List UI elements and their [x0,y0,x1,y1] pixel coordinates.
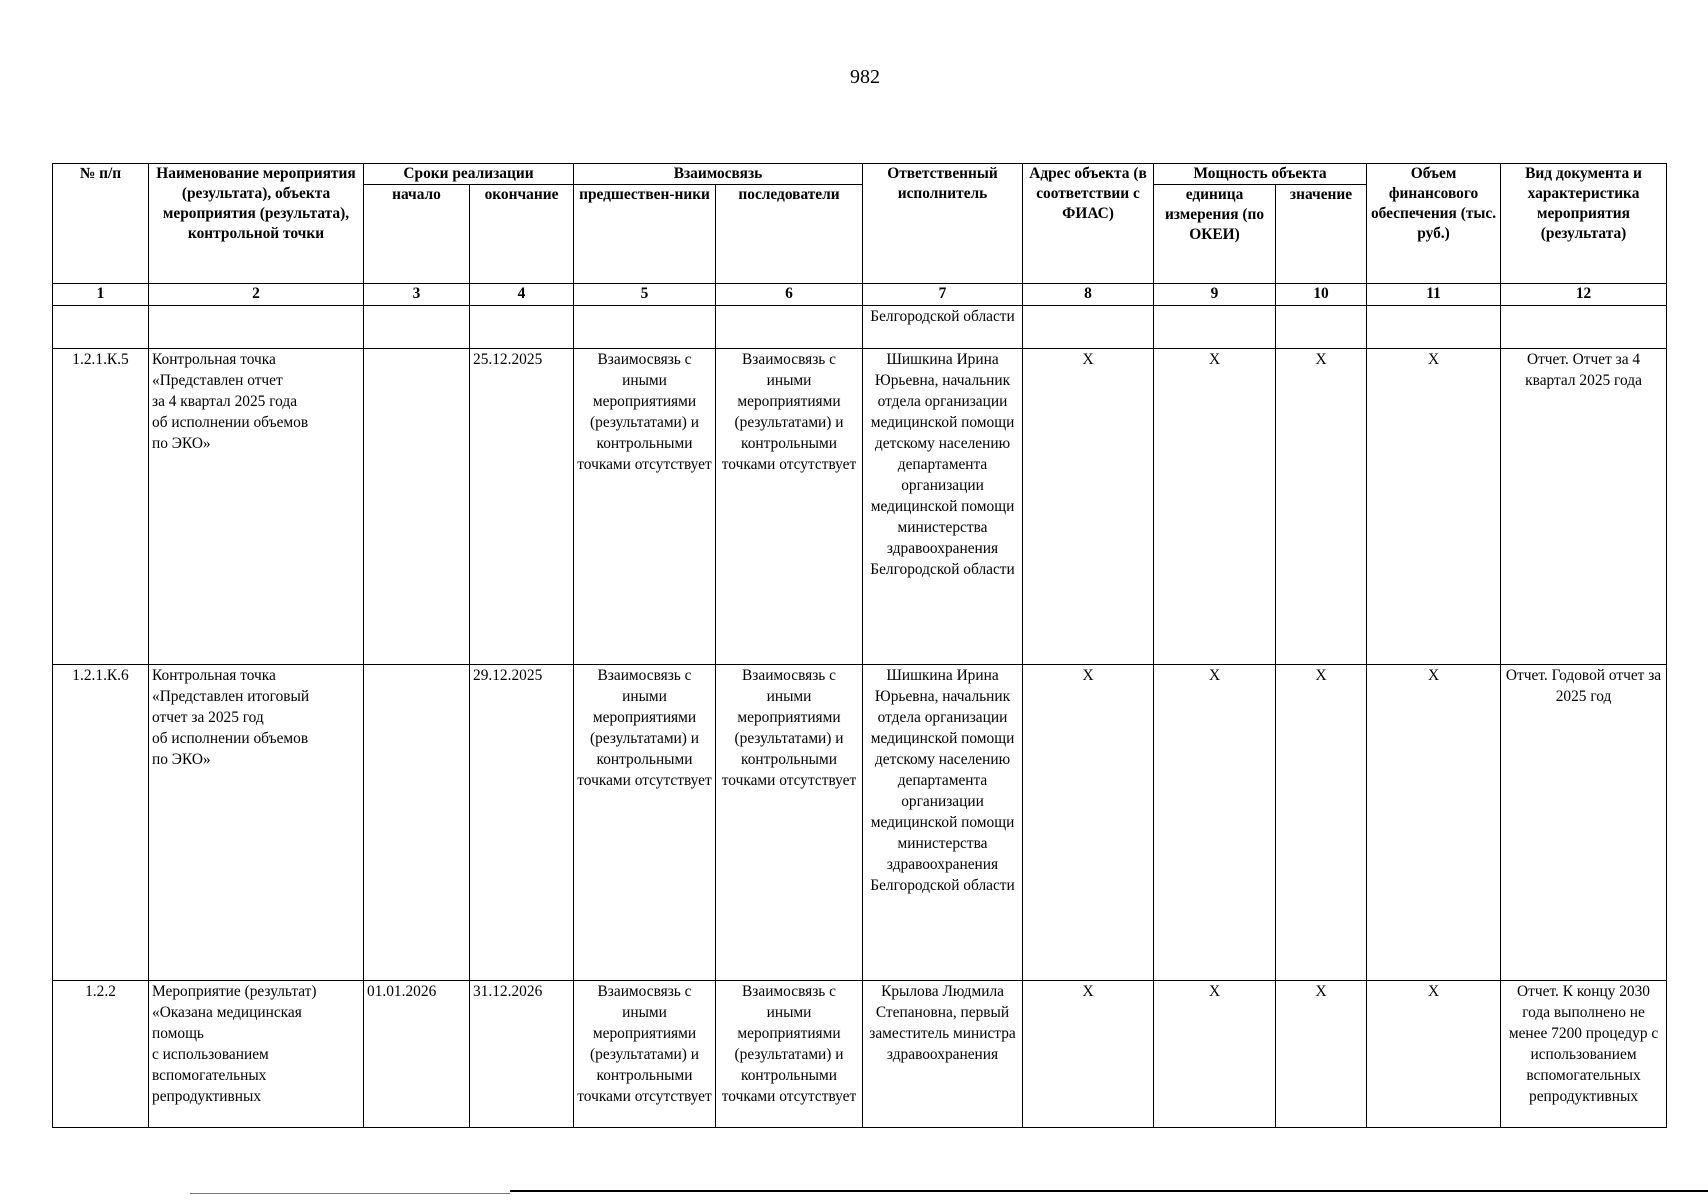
header-value: значение [1276,185,1367,284]
row-funding: Х [1367,981,1501,1128]
row-name-line: «Оказана медицинская [152,1004,302,1021]
row-start: 01.01.2026 [364,981,470,1128]
header-name: Наименование мероприятия (результата), объекта мероприятия (результата), контрольной точки [149,164,364,284]
row-predecessors: Взаимосвязь с иными мероприятиями (результатами) и контрольными точками отсутствует [574,665,716,981]
row-end: 29.12.2025 [470,665,574,981]
header-predecessors: предшествен-ники [574,185,716,284]
column-number: 7 [863,284,1023,306]
row-unit: Х [1154,349,1276,665]
row-name-line: репродуктивных [152,1088,262,1105]
row-successors: Взаимосвязь с иными мероприятиями (результатами) и контрольными точками отсутствует [716,665,863,981]
header-row-top [53,164,1667,185]
row-name-line: отчет за 2025 год [152,709,264,726]
row-unit: Х [1154,981,1276,1128]
column-number: 12 [1501,284,1667,306]
row-name [149,349,364,665]
table-cell [53,306,149,349]
row-name [149,665,364,981]
header-no: № п/п [53,164,149,284]
column-number: 4 [470,284,574,306]
column-number: 11 [1367,284,1501,306]
row-name-line: по ЭКО» [152,435,211,452]
row-name-line: об исполнении объемов [152,414,309,431]
header-terms: Сроки реализации [364,164,574,185]
row-number: 1.2.1.К.5 [53,349,149,665]
table-cell [1501,306,1667,349]
row-funding: Х [1367,665,1501,981]
row-address: Х [1023,981,1154,1128]
bottom-rule-thin [190,1193,510,1194]
row-responsible: Шишкина Ирина Юрьевна, начальник отдела организации медицинской помощи детскому населению департамента организации медицинской помощи министерства здравоохранения Белгородской области [863,349,1023,665]
header-relation: Взаимосвязь [574,164,863,185]
row-doc: Отчет. Годовой отчет за 2025 год [1501,665,1667,981]
row-successors: Взаимосвязь с иными мероприятиями (результатами) и контрольными точками отсутствует [716,981,863,1128]
row-name-line: «Представлен отчет [152,372,283,389]
row-value: Х [1276,981,1367,1128]
table-cell [1276,306,1367,349]
table-cell [1154,306,1276,349]
row-name-line: помощь [152,1025,204,1042]
header-end: окончание [470,185,574,284]
row-name-line: Контрольная точка [152,351,276,368]
row-name-line: Мероприятие (результат) [152,983,317,1000]
events-table [52,163,1667,1128]
row-name-line: по ЭКО» [152,751,211,768]
page-number: 982 [850,66,880,88]
bottom-rule [510,1190,1708,1192]
header-unit: единица измерения (по ОКЕИ) [1154,185,1276,284]
row-end: 25.12.2025 [470,349,574,665]
header-funding: Объем финансового обеспечения (тыс. руб.) [1367,164,1501,284]
header-address: Адрес объекта (в соответствии с ФИАС) [1023,164,1154,284]
column-number: 3 [364,284,470,306]
row-unit: Х [1154,665,1276,981]
header-successors: последователи [716,185,863,284]
header-capacity: Мощность объекта [1154,164,1367,185]
row-doc: Отчет. Отчет за 4 квартал 2025 года [1501,349,1667,665]
column-number: 2 [149,284,364,306]
table-cell [364,306,470,349]
row-name-line: вспомогательных [152,1067,267,1084]
row-predecessors: Взаимосвязь с иными мероприятиями (результатами) и контрольными точками отсутствует [574,981,716,1128]
continuation-row [53,306,1667,349]
column-number: 9 [1154,284,1276,306]
row-number: 1.2.1.К.6 [53,665,149,981]
header-responsible: Ответственный исполнитель [863,164,1023,284]
column-number: 8 [1023,284,1154,306]
row-value: Х [1276,349,1367,665]
column-number: 6 [716,284,863,306]
row-value: Х [1276,665,1367,981]
row-doc: Отчет. К концу 2030 года выполнено не менее 7200 процедур с использованием вспомогательных репродуктивных [1501,981,1667,1128]
table-cell [574,306,716,349]
row-name-line: Контрольная точка [152,667,276,684]
row-address: Х [1023,665,1154,981]
row-start [364,665,470,981]
continuation-responsible: Белгородской области [863,306,1023,349]
table-cell [470,306,574,349]
row-name-line: за 4 квартал 2025 года [152,393,298,410]
table-row [53,349,1667,665]
row-successors: Взаимосвязь с иными мероприятиями (результатами) и контрольными точками отсутствует [716,349,863,665]
row-number: 1.2.2 [53,981,149,1128]
table-row [53,981,1667,1128]
row-address: Х [1023,349,1154,665]
column-number: 5 [574,284,716,306]
row-name-line: с использованием [152,1046,269,1063]
column-number: 1 [53,284,149,306]
header-doc: Вид документа и характеристика мероприятия (результата) [1501,164,1667,284]
row-predecessors: Взаимосвязь с иными мероприятиями (результатами) и контрольными точками отсутствует [574,349,716,665]
table-cell [716,306,863,349]
row-funding: Х [1367,349,1501,665]
row-name-line: «Представлен итоговый [152,688,310,705]
row-responsible: Крылова Людмила Степановна, первый заместитель министра здравоохранения [863,981,1023,1128]
header-start: начало [364,185,470,284]
row-name [149,981,364,1128]
row-responsible: Шишкина Ирина Юрьевна, начальник отдела организации медицинской помощи детскому населению департамента организации медицинской помощи министерства здравоохранения Белгородской области [863,665,1023,981]
column-number-row [53,284,1667,306]
table-cell [1367,306,1501,349]
table-row [53,665,1667,981]
row-end: 31.12.2026 [470,981,574,1128]
table-cell [149,306,364,349]
table-cell [1023,306,1154,349]
row-name-line: об исполнении объемов [152,730,309,747]
column-number: 10 [1276,284,1367,306]
row-start [364,349,470,665]
